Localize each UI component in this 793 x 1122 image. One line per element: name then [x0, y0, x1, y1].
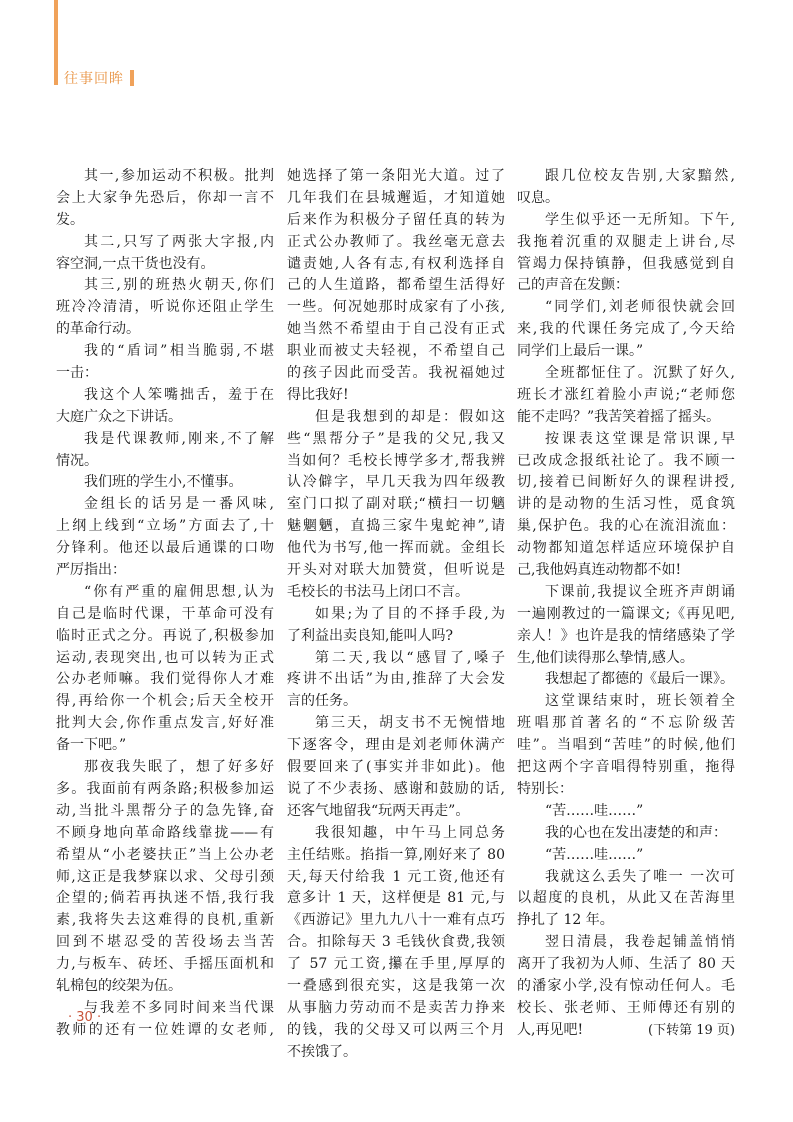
text-line [287, 341, 505, 363]
text-line [56, 472, 274, 494]
text-line [287, 275, 505, 297]
text-line-content: 金组长的话另是一番风味, [84, 496, 274, 513]
text-line-content: 批判大会,你作重点发言,好好准 [56, 715, 274, 732]
text-line-content: 已改成念报纸社论了。我不顾一 [517, 452, 735, 469]
text-line [56, 319, 274, 341]
text-line-content: “你有严重的雇佣思想,认为 [84, 583, 274, 600]
text-line-content: 学生似乎还一无所知。下午, [545, 211, 735, 228]
text-line-content: 开头对对联大加赞赏，但听说是 [287, 562, 505, 579]
page-number: · 30 · [68, 1010, 102, 1025]
text-line [517, 845, 735, 867]
text-line-content: 教师的还有一位姓谭的女老师, [56, 1021, 274, 1038]
text-line-content: 她当然不希望由于自己没有正式 [287, 321, 505, 338]
text-line [517, 210, 735, 232]
text-line [56, 297, 274, 319]
text-line-content: 多。我面前有两条路;积极参加运 [56, 780, 274, 797]
text-line-content: 正式公办教师了。我丝毫无意去 [287, 233, 505, 250]
text-line-content: 生,他们读得那么挚情,感人。 [517, 649, 694, 666]
text-line [287, 713, 505, 735]
text-line-content: 哇”。当唱到“苦哇”的时候,他们 [517, 737, 735, 754]
text-line-content: 情况。 [56, 452, 98, 469]
text-line-content: 后来作为积极分子留任真的转为 [287, 211, 505, 228]
text-line [56, 407, 274, 429]
text-line-content: 我拖着沉重的双腿走上讲台,尽 [517, 233, 735, 250]
text-line-content: 了利益出卖良知,能叫人吗? [287, 627, 453, 644]
text-line-content: 特别长： [517, 780, 573, 797]
text-line-content: 全班都怔住了。沉默了好久, [545, 365, 735, 382]
text-line [517, 626, 735, 648]
text-line [56, 845, 274, 867]
text-line [56, 757, 274, 779]
text-line [56, 275, 274, 297]
text-line [517, 538, 735, 560]
text-line [56, 188, 274, 210]
text-line-content: 其二,只写了两张大字报,内 [84, 233, 274, 250]
text-line-content: 力,与板车、砖坯、手摇压面机和 [56, 956, 274, 973]
text-line-content: 希望从“小老婆扶正”当上公办老 [56, 846, 274, 863]
text-line [287, 472, 505, 494]
text-line-content: 来,我的代课任务完成了,今天给 [517, 321, 735, 338]
text-line [56, 385, 274, 407]
text-line [287, 407, 505, 429]
text-column-3 [517, 166, 735, 1042]
text-line-content: 己的人生道路，都希望生活得好 [287, 277, 505, 294]
text-line-content: 上纲上线到“立场”方面去了,十 [56, 518, 274, 535]
text-line-content: 当如何？毛校长博学多才,帮我辨 [287, 452, 505, 469]
text-line-content: 我很知趣，中午马上同总务 [315, 824, 505, 841]
text-line-content: 班唱那首著名的“不忘阶级苦 [517, 715, 735, 732]
text-line [56, 888, 274, 910]
text-line [517, 494, 735, 516]
text-line [56, 823, 274, 845]
text-line [287, 538, 505, 560]
text-line [287, 823, 505, 845]
text-line [517, 801, 735, 823]
text-line [287, 976, 505, 998]
text-line-content: 大庭广众之下讲话。 [56, 408, 182, 425]
text-line-content: 企望的;倘若再执迷不悟,我行我 [56, 890, 274, 907]
text-line-content: 把这两个字音唱得特别重，拖得 [517, 759, 735, 776]
text-line-content: 得,再给你一个机会;后天全校开 [56, 693, 274, 710]
text-line-content: 意多计 1 天，这样便是 81 元,与 [287, 890, 505, 907]
text-line-content: 己的声音在发颤： [517, 277, 629, 294]
text-line [517, 954, 735, 976]
text-line [287, 1020, 505, 1042]
text-line-content: 轧棉包的绞架为伍。 [56, 977, 182, 994]
text-line [56, 648, 274, 670]
text-line [287, 779, 505, 801]
text-line-content: 不顾身地向革命路线靠拢——有 [56, 824, 274, 841]
text-line-content: 第二天,我以“感冒了,嗓子 [315, 649, 505, 666]
text-line [287, 691, 505, 713]
text-line-content: 备一下吧。” [56, 737, 127, 754]
text-line [517, 779, 735, 801]
text-line [287, 560, 505, 582]
text-line-content: 她选择了第一条阳光大道。过了 [287, 168, 505, 184]
text-line [287, 888, 505, 910]
text-line-content: 我想起了都德的《最后一课》。 [545, 671, 734, 688]
text-line-content: 但是我想到的却是：假如这 [315, 408, 505, 425]
text-line-content: 班冷冷清清，听说你还阻止学生 [56, 299, 274, 316]
text-line-content: 假要回来了(事实并非如此)。他 [287, 759, 505, 776]
text-line [517, 976, 735, 998]
text-line [56, 494, 274, 516]
text-line [517, 232, 735, 254]
text-line-content: 会上大家争先恐后，你却一言不 [56, 189, 274, 206]
text-line-content: 发。 [56, 211, 84, 228]
text-line [56, 516, 274, 538]
text-line [517, 429, 735, 451]
text-line-content: 的革命行动。 [56, 321, 140, 338]
text-line [287, 604, 505, 626]
text-line-content: 不挨饿了。 [287, 1043, 357, 1060]
text-line [287, 582, 505, 604]
text-line [517, 823, 735, 845]
text-line [517, 757, 735, 779]
text-line [56, 232, 274, 254]
text-line [517, 297, 735, 319]
text-line-content: 一叠感到很充实，这是我第一次 [287, 977, 505, 994]
text-line [287, 210, 505, 232]
text-line-content: 同学们上最后一课。” [517, 343, 644, 360]
text-line [287, 166, 505, 188]
text-line [287, 429, 505, 451]
text-line-content: 那夜我失眠了，想了好多好 [84, 759, 274, 776]
text-line [287, 254, 505, 276]
text-line-content: 魅魍魉，直捣三家牛鬼蛇神”,请 [287, 518, 505, 535]
text-line [287, 845, 505, 867]
text-line-content: 天,每天付给我 1 元工资,他还有 [287, 868, 505, 885]
text-line-content: 其一,参加运动不积极。批判 [84, 168, 274, 184]
text-line [287, 757, 505, 779]
text-line [287, 232, 505, 254]
text-line [517, 407, 735, 429]
text-line [287, 385, 505, 407]
text-line [287, 910, 505, 932]
text-line [287, 1042, 505, 1064]
text-line [517, 867, 735, 889]
text-line-content: 第三天，胡支书不无惋惜地 [315, 715, 505, 732]
text-line-content: 运动,表现突出,也可以转为正式 [56, 649, 274, 666]
text-line-content: 动物都知道怎样适应环境保护自 [517, 540, 735, 557]
text-line-content: 我是代课教师,刚来,不了解 [84, 430, 274, 447]
text-line-content: 的孩子因此而受苦。我祝福她过 [287, 365, 505, 382]
text-line-content: 其三,别的班热火朝天,你们 [84, 277, 274, 294]
text-line [517, 1020, 735, 1042]
text-line-content: 亲人！》也许是我的情绪感染了学 [517, 627, 735, 644]
text-line-content: 翌日清晨，我卷起铺盖悄悄 [545, 934, 735, 951]
text-line [517, 691, 735, 713]
text-line [287, 494, 505, 516]
text-line [287, 648, 505, 670]
text-line [56, 801, 274, 823]
text-line-content: 职业而被丈夫轻视，不希望自己 [287, 343, 505, 360]
text-line-content: 这堂课结束时，班长领着全 [545, 693, 735, 710]
section-title: 往事回眸 [64, 71, 124, 87]
text-line [287, 297, 505, 319]
text-line-content: 言的任务。 [287, 693, 357, 710]
text-line [517, 910, 735, 932]
text-line [517, 254, 735, 276]
text-line-content: 了 57 元工资,攥在手里,厚厚的 [287, 956, 505, 973]
text-line-content: 室门口拟了副对联;“横扫一切魑 [287, 496, 505, 513]
text-line [56, 669, 274, 691]
text-line-content: 以超度的良机，从此又在苦海里 [517, 890, 735, 907]
text-line [56, 976, 274, 998]
text-line [56, 166, 274, 188]
text-line-content: 巢,保护色。我的心在流泪流血： [517, 518, 735, 535]
text-line-content: 认冷僻字，早几天我为四年级教 [287, 474, 505, 491]
text-line [56, 451, 274, 473]
text-line-content: 叹息。 [517, 189, 559, 206]
text-line-content: “苦……哇……” [545, 846, 644, 863]
text-line [56, 429, 274, 451]
text-line-content: 容空洞,一点干货也没有。 [56, 255, 215, 272]
text-line-content: 我就这么丢失了唯一 一次可 [545, 868, 735, 885]
text-line-content: 离开了我初为人师、生活了 80 天 [517, 956, 735, 973]
text-line-content: “苦……哇……” [545, 802, 644, 819]
text-line-content: 我们班的学生小,不懂事。 [84, 474, 243, 491]
text-line-content: 切,接着已间断好久的课程讲授, [517, 474, 735, 491]
text-line [517, 472, 735, 494]
text-line-content: 的钱，我的父母又可以两三个月 [287, 1021, 505, 1038]
text-line [56, 910, 274, 932]
text-line [517, 516, 735, 538]
text-line-content: 的潘家小学,没有惊动任何人。毛 [517, 977, 735, 994]
text-line [56, 341, 274, 363]
text-line [517, 582, 735, 604]
text-line [517, 275, 735, 297]
text-line-content: 己,我他妈真连动物都不如! [517, 562, 682, 579]
text-line [56, 538, 274, 560]
text-line [517, 363, 735, 385]
text-line-content: 如果;为了目的不择手段,为 [315, 605, 505, 622]
text-line [56, 713, 274, 735]
text-line [287, 998, 505, 1020]
text-line [287, 363, 505, 385]
text-line-content: 我的心也在发出凄楚的和声： [545, 824, 727, 841]
text-line-content: 分锋利。他还以最后通谍的口吻 [56, 540, 274, 557]
text-line [517, 713, 735, 735]
text-line-content: 些“黑帮分子”是我的父兄,我又 [287, 430, 505, 447]
continuation-note: (下转第 19 页) [648, 1022, 735, 1038]
text-line-content: 素,我将失去这难得的良机,重新 [56, 912, 274, 929]
text-line-content: 一遍刚教过的一篇课文;《再见吧, [517, 605, 735, 622]
text-line-content: 《西游记》里九九八十一难有点巧 [287, 912, 505, 929]
text-line [56, 582, 274, 604]
text-line [56, 560, 274, 582]
text-line-content: 我这个人笨嘴拙舌，羞于在 [84, 386, 274, 403]
text-line-content: 动,当批斗黑帮分子的急先锋,奋 [56, 802, 274, 819]
text-line-content: 公办老师嘛。我们觉得你人才难 [56, 671, 274, 688]
text-line [56, 604, 274, 626]
text-line [517, 385, 735, 407]
text-line [287, 188, 505, 210]
text-line-content: 能不走吗？”我苦笑着摇了摇头。 [517, 408, 721, 425]
text-line-content: 我的“盾词”相当脆弱,不堪 [84, 343, 274, 360]
text-line-content: 还客气地留我“玩两天再走”。 [287, 802, 470, 819]
text-line-content: 严厉指出： [56, 562, 126, 579]
text-line-content: 说了不少表扬、感谢和鼓励的话, [287, 780, 505, 797]
text-line [287, 954, 505, 976]
text-line-content: 下课前,我提议全班齐声朗诵 [545, 583, 735, 600]
text-line [56, 954, 274, 976]
text-line [287, 867, 505, 889]
text-line-content: 几年我们在县城邂逅，才知道她 [287, 189, 505, 206]
text-line-content: 临时正式之分。再说了,积极参加 [56, 627, 274, 644]
text-line [517, 341, 735, 363]
text-line-content: 自己是临时代课，干革命可没有 [56, 605, 274, 622]
text-line [287, 801, 505, 823]
text-line-content: 按课表这堂课是常识课,早 [545, 430, 735, 447]
text-line-content: 谴责她,人各有志,有权利选择自 [287, 255, 505, 272]
text-line-content: 一击： [56, 365, 98, 382]
text-line [517, 166, 735, 188]
text-line [517, 932, 735, 954]
text-line [517, 669, 735, 691]
text-line-content: 毛校长的书法马上闭口不言。 [287, 583, 469, 600]
text-line [56, 867, 274, 889]
text-line-content: 校长、张老师、王师傅还有别的 [517, 999, 735, 1016]
text-line-content: 挣扎了 12 年。 [517, 912, 614, 929]
text-line [56, 363, 274, 385]
text-line-content: 与我差不多同时间来当代课 [84, 999, 274, 1016]
text-line [56, 932, 274, 954]
text-line-content: 人,再见吧! [517, 1021, 584, 1038]
text-column-1 [56, 166, 274, 1042]
text-line-content: 下逐客令，理由是刘老师休满产 [287, 737, 505, 754]
text-line [56, 735, 274, 757]
text-line [517, 648, 735, 670]
text-line [56, 254, 274, 276]
text-line [517, 604, 735, 626]
text-line [287, 669, 505, 691]
header-accent-rule [54, 0, 58, 85]
text-line [517, 560, 735, 582]
text-line [56, 779, 274, 801]
text-line [287, 626, 505, 648]
text-line [56, 210, 274, 232]
text-line-content: 班长才涨红着脸小声说;“老师您 [517, 386, 735, 403]
text-line-content: 师,这正是我梦寐以求、父母引颈 [56, 868, 274, 885]
text-line [287, 451, 505, 473]
text-line [517, 319, 735, 341]
text-column-2 [287, 166, 505, 1064]
text-line-content: 管竭力保持镇静，但我感觉到自 [517, 255, 735, 272]
text-line [56, 626, 274, 648]
section-label-bar [130, 70, 134, 86]
section-label [64, 68, 134, 88]
text-line [56, 691, 274, 713]
text-line-content: 一些。何况她那时成家有了小孩, [287, 299, 505, 316]
text-line [287, 516, 505, 538]
text-line [517, 998, 735, 1020]
text-line-content: 疼讲不出话”为由,推辞了大会发 [287, 671, 505, 688]
text-line [287, 735, 505, 757]
text-line-content: 主任结账。掐指一算,刚好来了 80 [287, 846, 505, 863]
text-line-content: 跟几位校友告别,大家黯然, [545, 168, 735, 184]
text-line-content: 合。扣除每天 3 毛钱伙食费,我领 [287, 934, 505, 951]
text-line-content: 他代为书写,他一挥而就。金组长 [287, 540, 505, 557]
text-line [517, 735, 735, 757]
text-line-content: 从事脑力劳动而不是卖苦力挣来 [287, 999, 505, 1016]
text-line-content: 讲的是动物的生活习性，觅食筑 [517, 496, 735, 513]
text-line [287, 319, 505, 341]
text-line-content: 回到不堪忍受的苦役场去当苦 [56, 934, 274, 951]
text-line-content: 得比我好! [287, 386, 349, 403]
text-line [517, 188, 735, 210]
text-line [517, 888, 735, 910]
text-line [517, 451, 735, 473]
text-line-content: “同学们,刘老师很快就会回 [545, 299, 735, 316]
text-line [287, 932, 505, 954]
